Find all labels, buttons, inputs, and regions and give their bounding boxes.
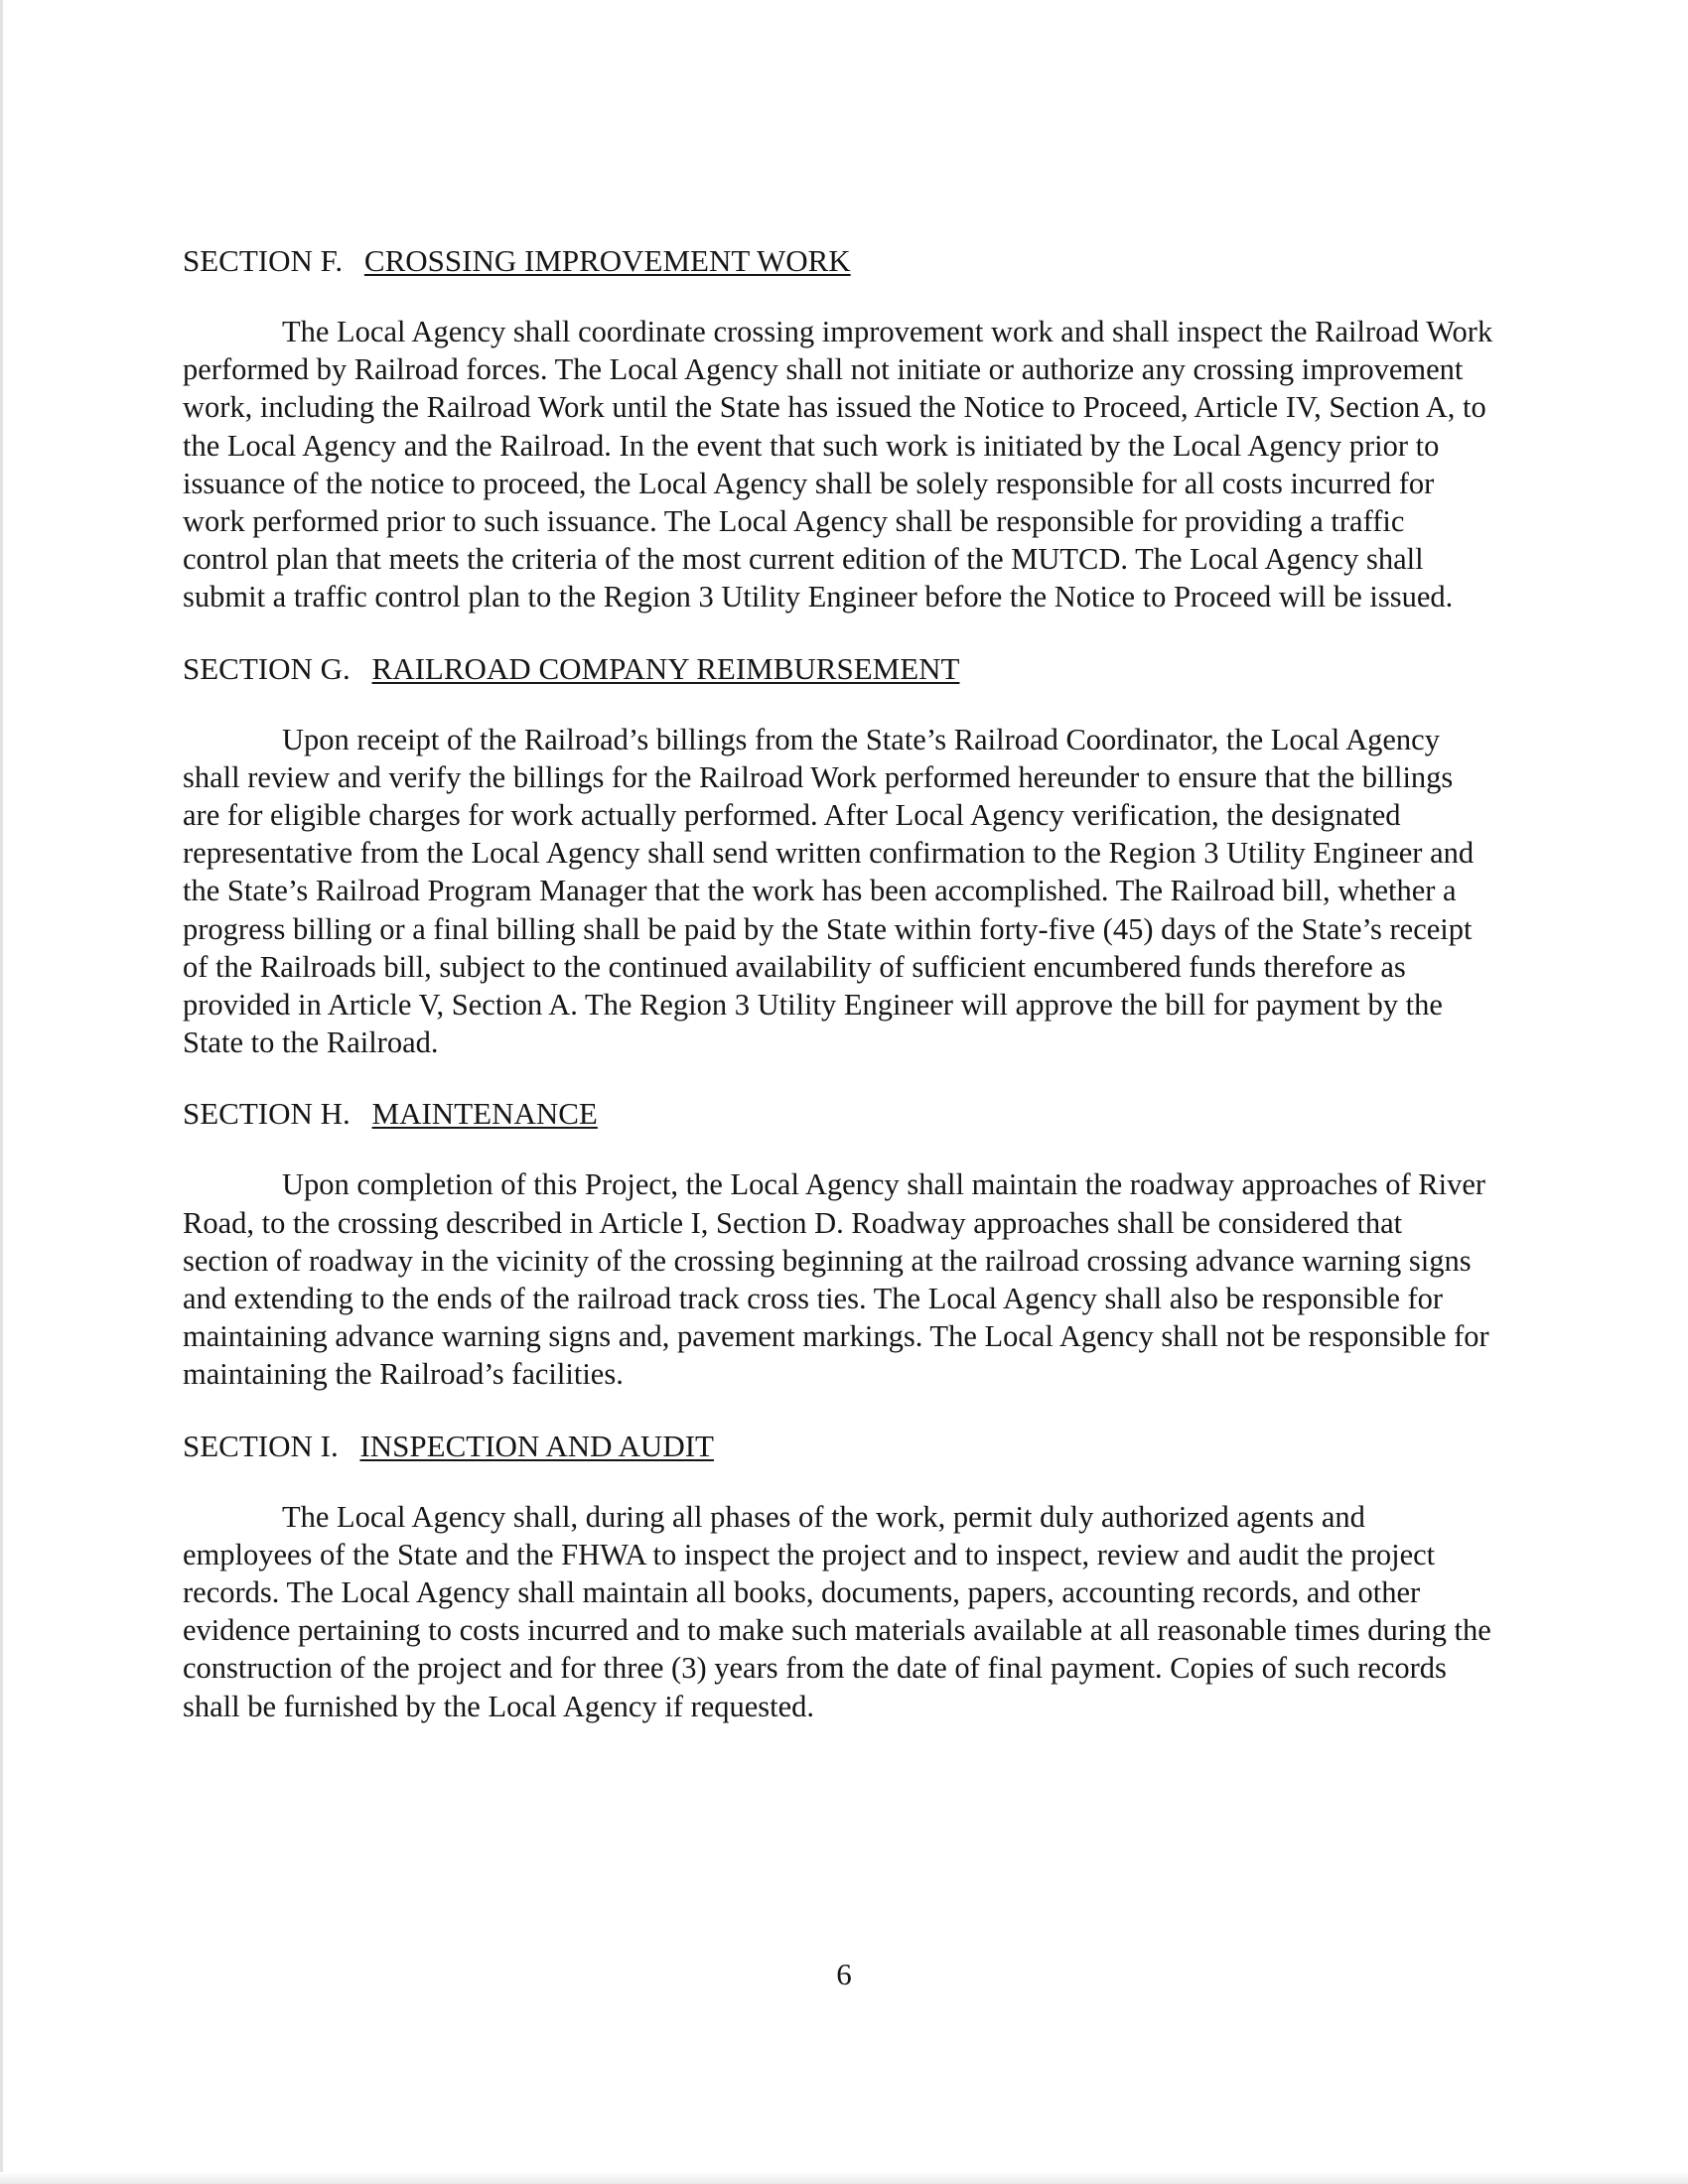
section-heading: [183, 1095, 1493, 1133]
section-label: SECTION H.: [183, 1096, 351, 1132]
section-label: SECTION I.: [183, 1428, 339, 1463]
page-number: 6: [836, 1957, 852, 1991]
section-title: CROSSING IMPROVEMENT WORK: [363, 243, 851, 278]
section-paragraph: Upon receipt of the Railroad’s billings from the State’s Railroad Coordinator, the Local Agency shall review and verify the billings for the Railroad Work performed hereunder to ensure that the billings are for eligible charges for work actually performed. After Local Agency verification, the designated representative from the Local Agency shall send written confirmation to the Region 3 Utility Engineer and the State’s Railroad Program Manager that the work has been accomplished. The Railroad bill, whether a progress billing or a final billing shall be paid by the State within forty-five (45) days of the State’s receipt of the Railroads bill, subject to the continued availability of sufficient encumbered funds therefore as provided in Article V, Section A. The Region 3 Utility Engineer will approve the bill for payment by the State to the Railroad.: [183, 722, 1475, 1060]
section-heading: [183, 650, 1493, 688]
section-heading: [183, 242, 1493, 280]
section-title: MAINTENANCE: [371, 1096, 598, 1132]
scan-edge-bottom: [0, 2172, 1688, 2184]
section-label: SECTION F.: [183, 243, 344, 278]
section-g: [183, 650, 1493, 1062]
section-h: [183, 1095, 1493, 1393]
section-paragraph: Upon completion of this Project, the Local Agency shall maintain the roadway approaches of River Road, to the crossing described in Article I, Section D. Roadway approaches shall be considered that section of roadway in the vicinity of the crossing beginning at the railroad crossing advance warning signs and extending to the ends of the railroad track cross ties. The Local Agency shall also be responsible for maintaining advance warning signs and, pavement markings. The Local Agency shall not be responsible for maintaining the Railroad’s facilities.: [183, 1167, 1489, 1392]
section-i: [183, 1428, 1493, 1725]
section-paragraph: The Local Agency shall coordinate crossing improvement work and shall inspect the Railroad Work performed by Railroad forces. The Local Agency shall not initiate or authorize any crossing improvement work, including the Railroad Work until the State has issued the Notice to Proceed, Article IV, Section A, to the Local Agency and the Railroad. In the event that such work is initiated by the Local Agency prior to issuance of the notice to proceed, the Local Agency shall be solely responsible for all costs incurred for work performed prior to such issuance. The Local Agency shall be responsible for providing a traffic control plan that meets the criteria of the most current edition of the MUTCD. The Local Agency shall submit a traffic control plan to the Region 3 Utility Engineer before the Notice to Proceed will be issued.: [183, 315, 1493, 614]
section-f: [183, 242, 1493, 616]
section-label: SECTION G.: [183, 650, 351, 686]
scan-edge-left: [0, 0, 3, 2184]
section-heading: [183, 1428, 1493, 1465]
section-title: INSPECTION AND AUDIT: [359, 1428, 714, 1463]
section-paragraph: The Local Agency shall, during all phases of the work, permit duly authorized agents and employees of the State and the FHWA to inspect the project and to inspect, review and audit the project records. The Local Agency shall maintain all books, documents, papers, accounting records, and other evidence pertaining to costs incurred and to make such materials available at all reasonable times during the construction of the project and for three (3) years from the date of final payment. Copies of such records shall be furnished by the Local Agency if requested.: [183, 1499, 1491, 1723]
document-body: [183, 242, 1493, 1759]
section-title: RAILROAD COMPANY REIMBURSEMENT: [371, 650, 960, 686]
